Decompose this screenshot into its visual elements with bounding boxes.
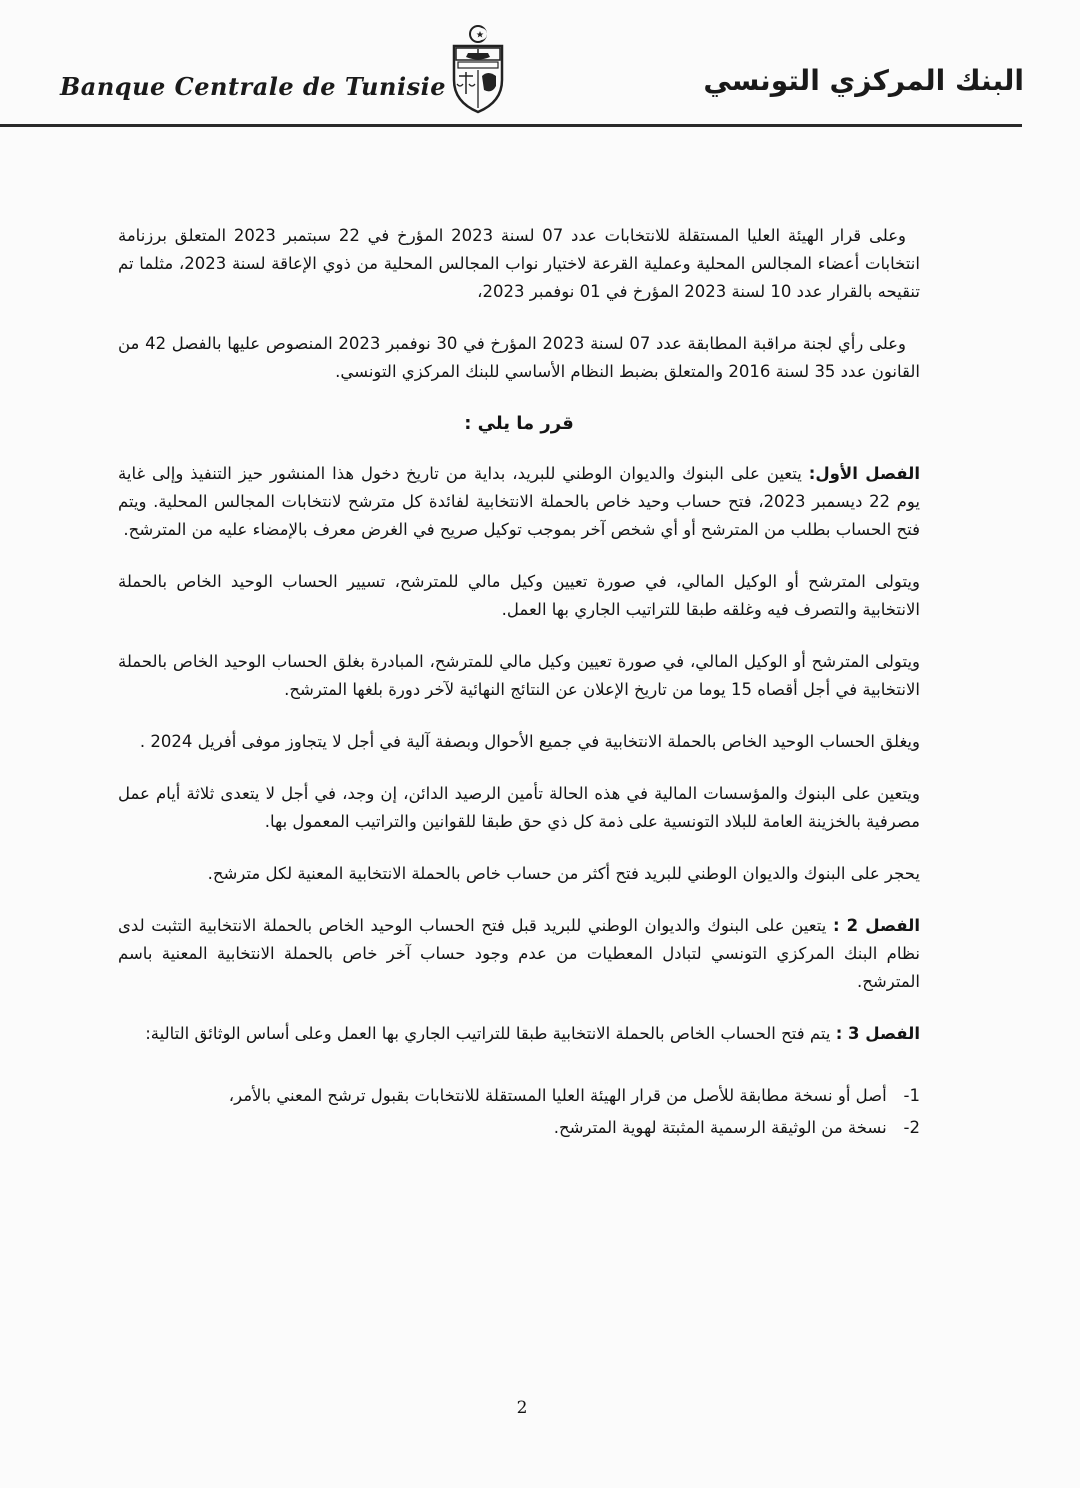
paragraph-account-management: ويتولى المترشح أو الوكيل المالي، في صورة تعيين وكيل مالي للمترشح، تسيير الحساب الوحيد الخاص بالحملة الانتخابية والتصرف فيه وغلقه طبقا للتراتيب الجاري بها العمل.: [118, 572, 920, 619]
article-3-label: الفصل 3 :: [835, 1024, 920, 1043]
bank-name-french: Banque Centrale de Tunisie: [60, 72, 446, 101]
list-item-text: أصل أو نسخة مطابقة للأصل من قرار الهيئة العليا المستقلة للانتخابات بقبول ترشح المعني بالأمر،: [228, 1086, 887, 1105]
paragraph-decision-reference: وعلى قرار الهيئة العليا المستقلة للانتخابات عدد 07 لسنة 2023 المؤرخ في 22 سبتمبر 2023 المتعلق برزنامة انتخابات أعضاء المجالس المحلية وعملية القرعة لاختيار نواب المجالس المحلية من ذوي الإعاقة لسنة 2023، مثلما تم تنقيحه بالقرار عدد 10 لسنة 2023 المؤرخ في 01 نوفمبر 2023،: [118, 226, 920, 301]
article-1-label: الفصل الأول:: [808, 464, 920, 483]
list-item-number: 1-: [903, 1086, 920, 1105]
article-2-text: يتعين على البنوك والديوان الوطني للبريد قبل فتح الحساب الوحيد الخاص بالحملة الانتخابية التثبت لدى نظام البنك المركزي التونسي لتبادل المعطيات من عدم وجود حساب آخر خاص بالحملة الانتخابية المعنية باسم المترشح.: [118, 916, 920, 991]
paragraph-committee-opinion: وعلى رأي لجنة مراقبة المطابقة عدد 07 لسنة 2023 المؤرخ في 30 نوفمبر 2023 المنصوص عليها بالفصل 42 من القانون عدد 35 لسنة 2016 والمتعلق بضبط النظام الأساسي للبنك المركزي التونسي.: [118, 334, 920, 381]
list-item: [118, 1082, 920, 1110]
paragraph-automatic-closing: ويغلق الحساب الوحيد الخاص بالحملة الانتخابية في جميع الأحوال وبصفة آلية في أجل لا يتجاوز موفى أفريل 2024 .: [139, 732, 920, 751]
list-item-number: 2-: [903, 1118, 920, 1137]
tunisia-coat-of-arms-icon: [444, 22, 512, 118]
letterhead: [0, 0, 1080, 130]
article-1-text: يتعين على البنوك والديوان الوطني للبريد، بداية من تاريخ دخول هذا المنشور حيز التنفيذ وإلى غاية يوم 22 ديسمبر 2023، فتح حساب وحيد خاص بالحملة الانتخابية لفائدة كل مترشح لانتخابات المجالس المحلية. ويتم فتح الحساب بطلب من المترشح أو أي شخص آخر بموجب توكيل صريح في الغرض معرف بالإمضاء عليه من المترشح.: [118, 464, 920, 539]
required-documents-list: [118, 1082, 920, 1142]
decision-heading: قرر ما يلي :: [464, 413, 574, 434]
paragraph-account-closing: ويتولى المترشح أو الوكيل المالي، في صورة تعيين وكيل مالي للمترشح، المبادرة بغلق الحساب الوحيد الخاص بالحملة الانتخابية في أجل أقصاه 15 يوما من تاريخ الإعلان عن النتائج النهائية لآخر دورة بلغها المترشح.: [118, 652, 920, 699]
article-2-label: الفصل 2 :: [832, 916, 920, 935]
bank-name-arabic: البنك المركزي التونسي: [703, 64, 1024, 97]
article-2: [118, 912, 920, 996]
paragraph-single-account-rule: يحجر على البنوك والديوان الوطني للبريد فتح أكثر من حساب خاص بالحملة الانتخابية المعنية لكل مترشح.: [207, 864, 920, 883]
list-item-text: نسخة من الوثيقة الرسمية المثبتة لهوية المترشح.: [553, 1118, 887, 1137]
header-divider: [0, 124, 1022, 127]
paragraph-balance-transfer: ويتعين على البنوك والمؤسسات المالية في هذه الحالة تأمين الرصيد الدائن، إن وجد، في أجل لا يتعدى ثلاثة أيام عمل مصرفية بالخزينة العامة للبلاد التونسية على ذمة كل ذي حق طبقا للقوانين والتراتيب المعمول بها.: [118, 784, 920, 831]
list-item: [118, 1114, 920, 1142]
article-1: [118, 460, 920, 544]
page-number: 2: [516, 1398, 528, 1418]
document-body: [118, 222, 920, 1146]
article-3-text: يتم فتح الحساب الخاص بالحملة الانتخابية طبقا للتراتيب الجاري بها العمل وعلى أساس الوثائق التالية:: [145, 1024, 836, 1043]
article-3: [118, 1020, 920, 1048]
